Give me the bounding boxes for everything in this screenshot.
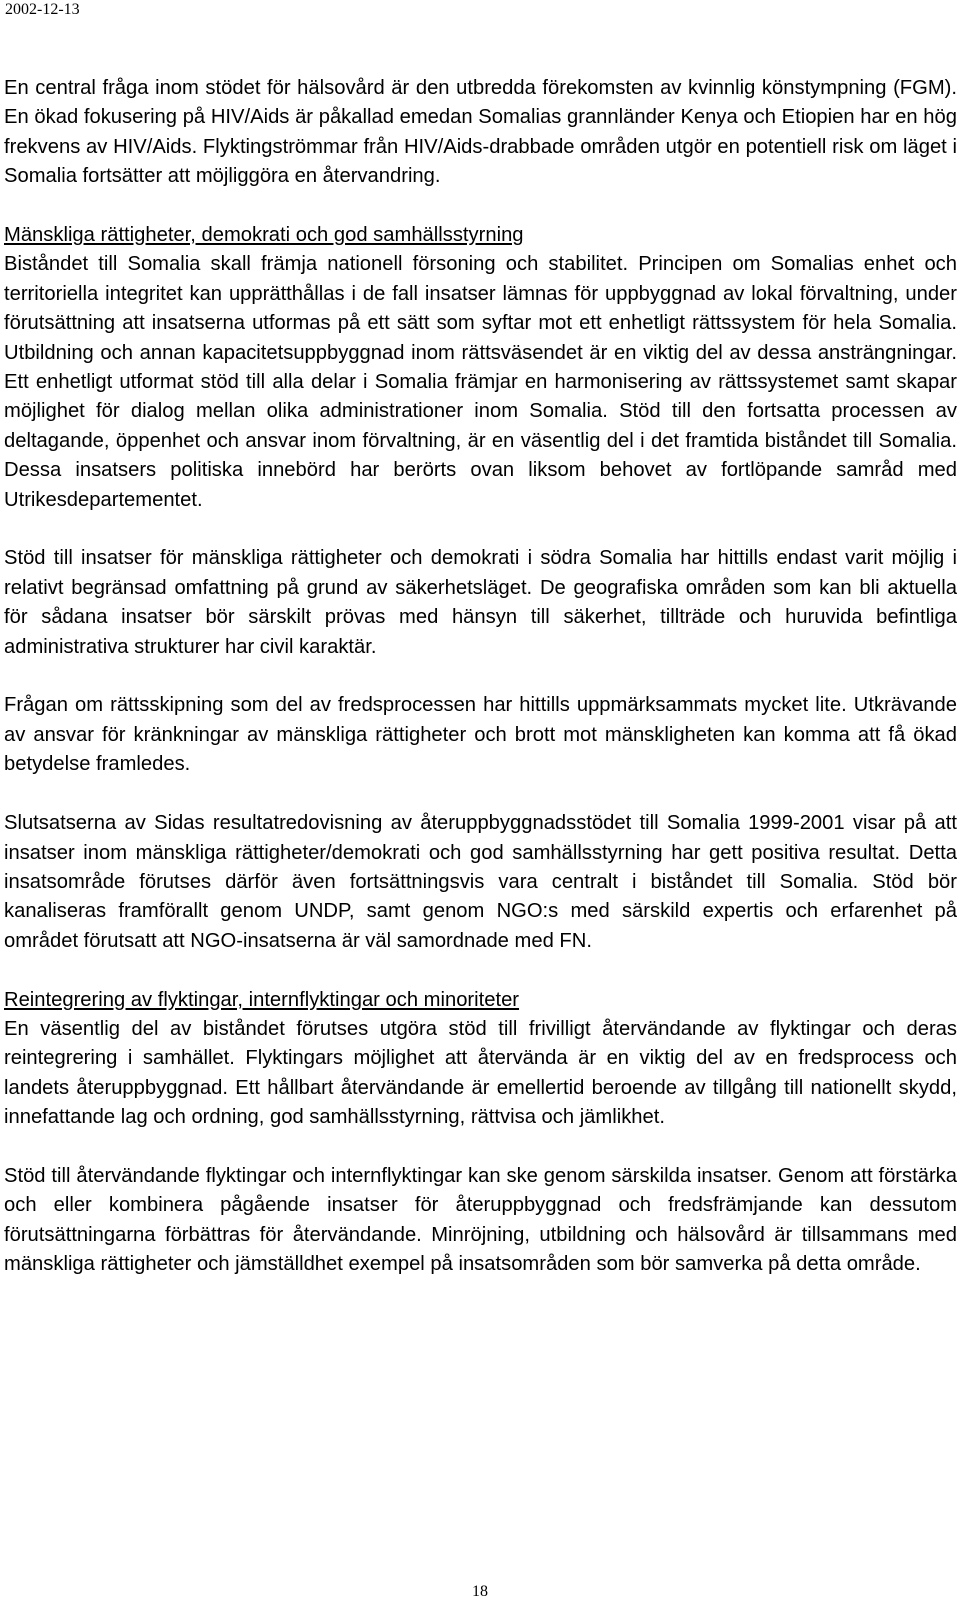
paragraph-refugee-return: En väsentlig del av biståndet förutses utgöra stöd till frivilligt återvändande av flyktingar och deras reintegrering i samhället. Flyktingars möjlighet att återvända är en viktig del av en fredsprocess och landets återuppbyggnad. Ett hållbart återvändande är emellertid beroende av tillgång till nationellt skydd, innefattande lag och ordning, god samhällsstyrning, rättvisa och jämlikhet. xyxy=(4,1017,957,1129)
heading-human-rights: Mänskliga rättigheter, demokrati och god samhällsstyrning xyxy=(4,224,524,247)
paragraph-southern-somalia: Stöd till insatser för mänskliga rättigheter och demokrati i södra Somalia har hittills endast varit möjlig i relativt begränsad omfattning på grund av säkerhetsläget. De geografiska områden som kan bli aktuella för sådana insatser bör särskilt prövas med hänsyn till säkerhet, tillträde och huruvida befintliga administrativa strukturer har civil karaktär. xyxy=(4,547,957,658)
paragraph-justice: Frågan om rättsskipning som del av fredsprocessen har hittills uppmärksammats mycket lite. Utkrävande av ansvar för kränkningar av mänskliga rättigheter och brott mot mänskligheten kan komma att få ökad betydelse framledes. xyxy=(4,694,957,776)
paragraph-return-support: Stöd till återvändande flyktingar och internflyktingar kan ske genom särskilda insatser. Genom att förstärka och eller kombinera pågående insatser för återuppbyggnad och fredsfrämjande kan dessutom förutsättningarna förbättras för återvändande. Minröjning, utbildning och hälsovård är tillsammans med mänskliga rättigheter och jämställdhet exempel på insatsområden som bör samverka på detta område. xyxy=(4,1164,957,1276)
paragraph-health: En central fråga inom stödet för hälsovård är den utbredda förekomsten av kvinnlig könstympning (FGM). En ökad fokusering på HIV/Aids är påkallad emedan Somalias grannländer Kenya och Etiopien har en hög frekvens av HIV/Aids. Flyktingströmmar från HIV/Aids-drabbade områden utgör en potentiell risk om läget i Somalia fortsätter att möjliggöra en återvandring. xyxy=(4,77,957,188)
document-body xyxy=(4,74,957,1280)
paragraph-sida-results: Slutsatserna av Sidas resultatredovisning av återuppbyggnadsstödet till Somalia 1999-2001 visar på att insatser inom mänskliga rättigheter/demokrati och god samhällsstyrning har gett positiva resultat. Detta insatsområde förutses därför även fortsättningsvis vara centralt i biståndet till Somalia. Stöd bör kanaliseras framförallt genom UNDP, samt genom NGO:s med särskild expertis och erfarenhet på området förutsatt att NGO-insatserna är väl samordnade med FN. xyxy=(4,812,957,952)
page-number: 18 xyxy=(472,1583,488,1600)
heading-reintegration: Reintegrering av flyktingar, internflyktingar och minoriteter xyxy=(4,988,520,1011)
paragraph-aid-reconciliation: Biståndet till Somalia skall främja nationell försoning och stabilitet. Principen om Somalias enhet och territoriella integritet kan upprätthållas i de fall insatser lämnas för uppbyggnad av lokal förvaltning, under förutsättning att insatserna utformas på ett sätt som syftar mot ett enhetligt rättssystem för hela Somalia. Utbildning och annan kapacitetsuppbyggnad inom rättsväsendet är en viktig del av dessa ansträngningar. Ett enhetligt utformat stöd till alla delar i Somalia främjar en harmonisering av rättssystemet samt skapar möjlighet för dialog mellan olika administrationer inom Somalia. Stöd till den fortsatta processen av deltagande, öppenhet och ansvar inom förvaltning, är en väsentlig del i det framtida biståndet till Somalia. Dessa insatsers politiska innebörd har berörts ovan liksom behovet av fortlöpande samråd med Utrikesdepartementet. xyxy=(4,253,957,511)
document-date: 2002-12-13 xyxy=(5,1,80,18)
